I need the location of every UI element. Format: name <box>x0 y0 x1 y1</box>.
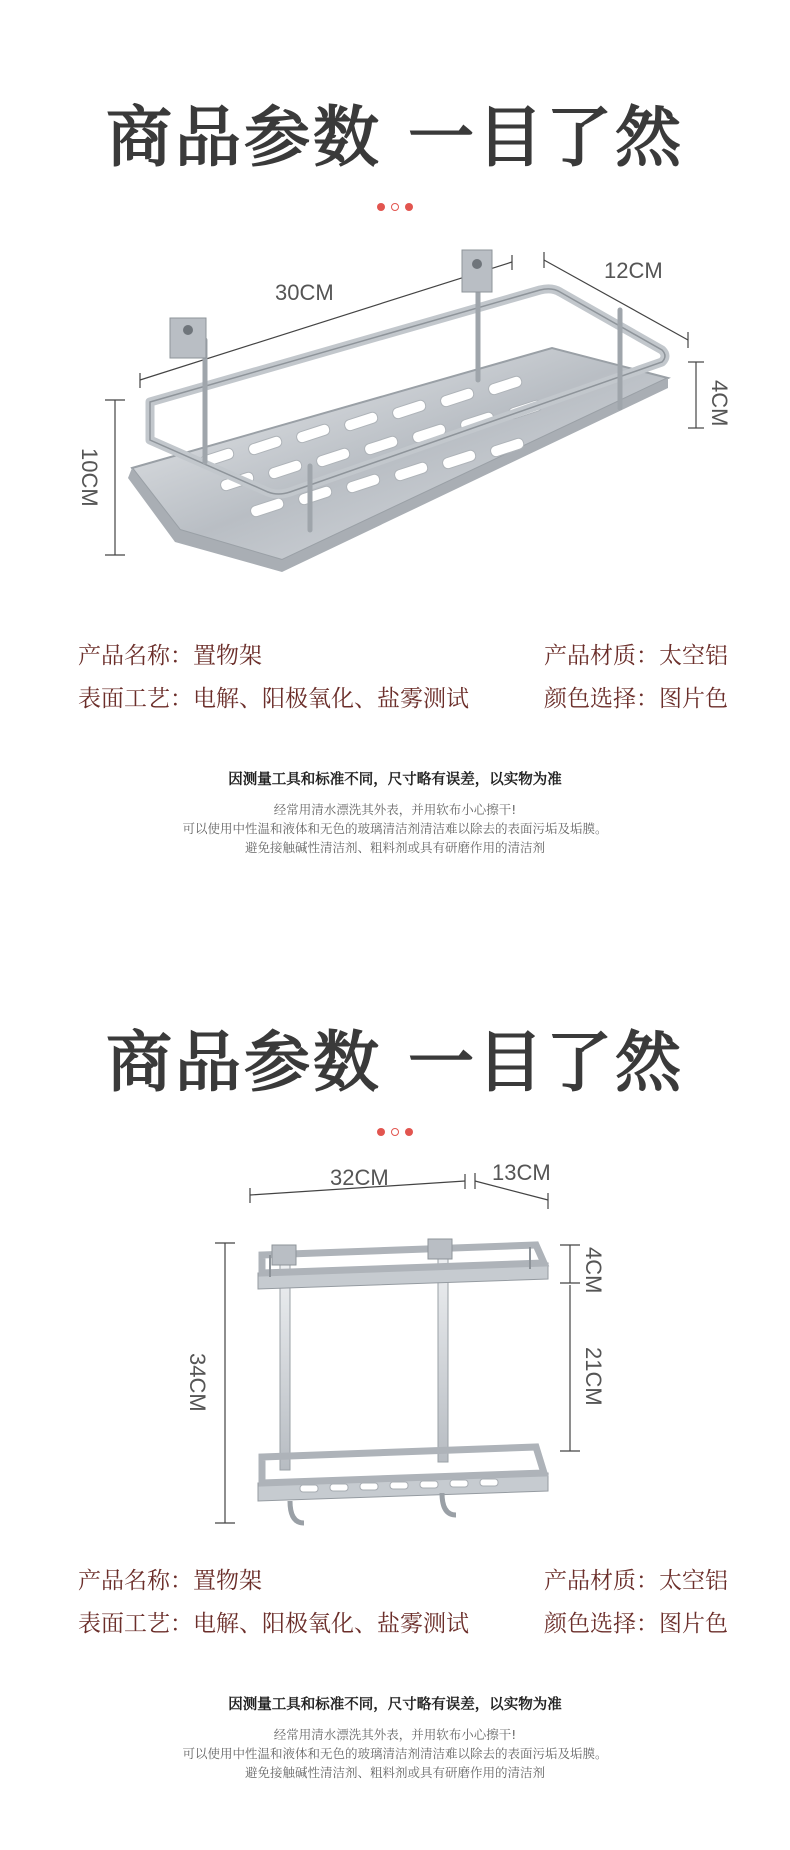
care-line: 可以使用中性温和液体和无色的玻璃清洁剂清洁难以除去的表面污垢及垢膜。 <box>182 821 608 836</box>
spec-color: 颜色选择：图片色 <box>544 686 728 712</box>
care-instructions <box>0 800 790 857</box>
care-instructions <box>0 1725 790 1782</box>
single-shelf-dimension-drawing <box>0 230 790 600</box>
spec-color: 颜色选择：图片色 <box>544 1611 728 1637</box>
product-params-section-2 <box>0 925 790 1850</box>
shelf-illustration <box>258 1239 548 1523</box>
dimension-height-label: 34CM <box>185 1353 210 1412</box>
dot-icon <box>377 1128 385 1136</box>
dimension-gap-label: 21CM <box>581 1347 606 1406</box>
dimension-length-label: 30CM <box>275 280 334 305</box>
measurement-note: 因测量工具和标准不同，尺寸略有误差，以实物为准 <box>228 1697 562 1713</box>
spec-material: 产品材质：太空铝 <box>544 643 728 669</box>
measurement-note: 因测量工具和标准不同，尺寸略有误差，以实物为准 <box>228 772 562 788</box>
title-dots-decoration <box>0 1128 790 1136</box>
dimension-rail-label: 4CM <box>707 380 732 427</box>
care-line: 经常用清水漂洗其外表，并用软布小心擦干! <box>273 1727 517 1742</box>
dimension-length-label: 32CM <box>330 1165 389 1190</box>
double-shelf-dimension-drawing <box>0 1155 790 1555</box>
spec-product-name: 产品名称：置物架 <box>78 1568 262 1594</box>
spec-surface: 表面工艺：电解、阳极氧化、盐雾测试 <box>78 686 469 712</box>
care-line: 避免接触碱性清洁剂、粗料剂或具有研磨作用的清洁剂 <box>244 1765 545 1780</box>
dimension-rail-label: 4CM <box>581 1247 606 1294</box>
dot-icon <box>377 203 385 211</box>
spec-product-name: 产品名称：置物架 <box>78 643 262 669</box>
care-line: 可以使用中性温和液体和无色的玻璃清洁剂清洁难以除去的表面污垢及垢膜。 <box>182 1746 608 1761</box>
dimension-width-label: 12CM <box>604 258 663 283</box>
dimension-height-label: 10CM <box>77 448 102 507</box>
dimension-width-label: 13CM <box>492 1160 551 1185</box>
dot-ring-icon <box>391 1128 399 1136</box>
spec-surface: 表面工艺：电解、阳极氧化、盐雾测试 <box>78 1611 469 1637</box>
care-line: 避免接触碱性清洁剂、粗料剂或具有研磨作用的清洁剂 <box>244 840 545 855</box>
section-title: 商品参数 一目了然 <box>106 99 684 176</box>
section-title: 商品参数 一目了然 <box>106 1024 684 1101</box>
care-line: 经常用清水漂洗其外表，并用软布小心擦干! <box>273 802 517 817</box>
title-dots-decoration <box>0 203 790 211</box>
dot-ring-icon <box>391 203 399 211</box>
spec-material: 产品材质：太空铝 <box>544 1568 728 1594</box>
dot-icon <box>405 203 413 211</box>
dot-icon <box>405 1128 413 1136</box>
